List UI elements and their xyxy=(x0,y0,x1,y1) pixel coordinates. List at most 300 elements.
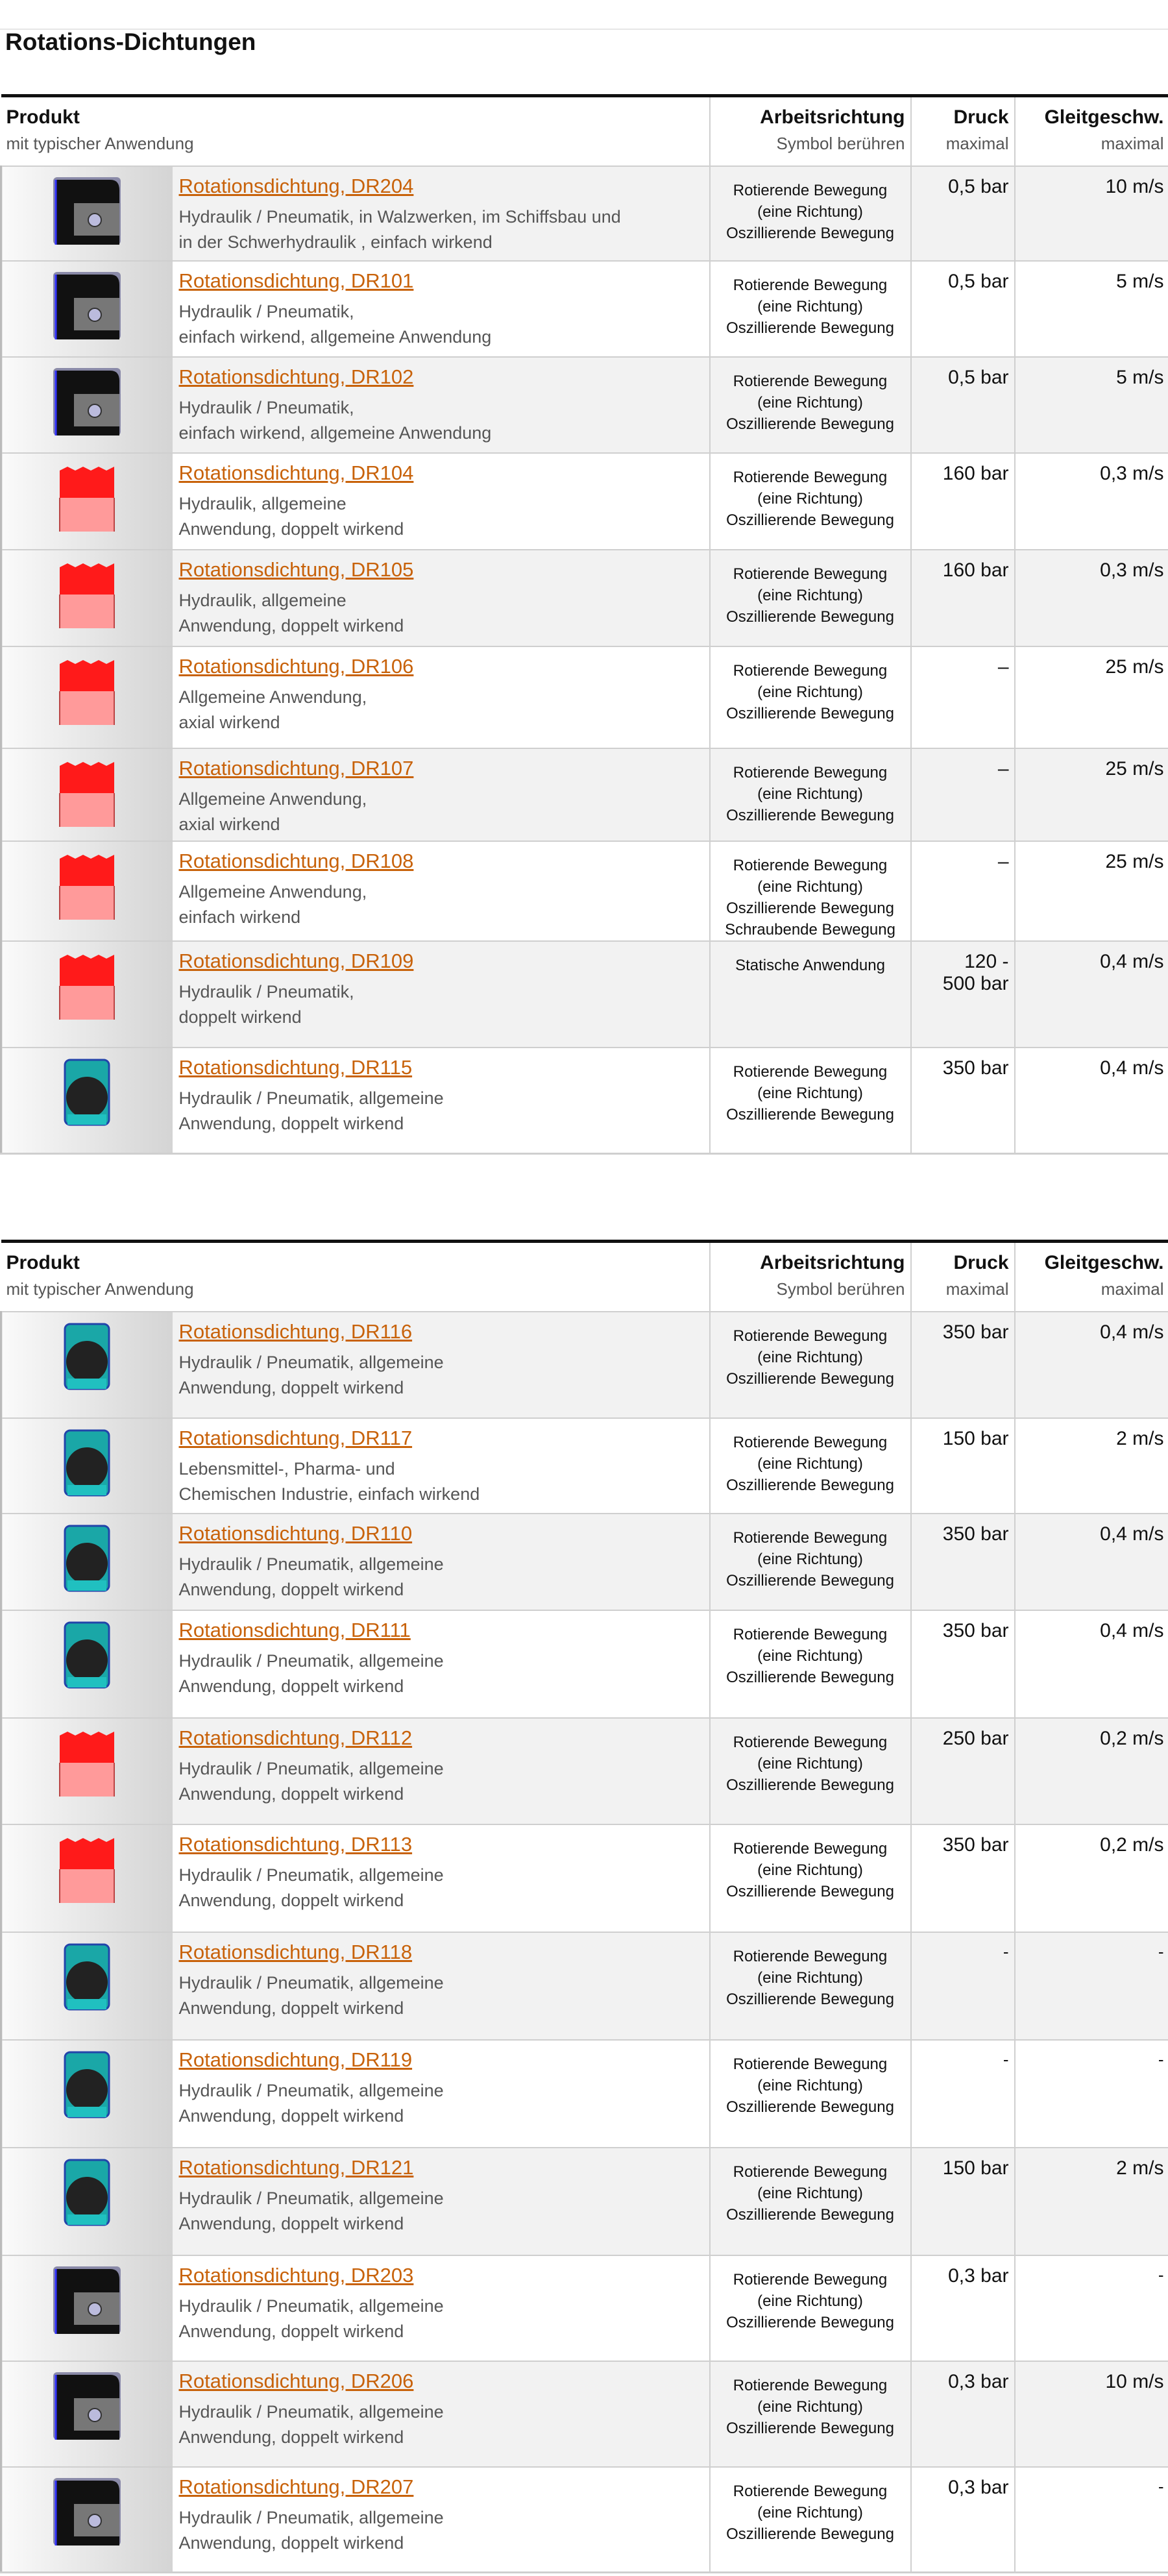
product-link[interactable]: Rotationsdichtung, DR109 xyxy=(178,949,414,972)
pressure-value-line2: 500 bar xyxy=(942,972,1009,994)
product-image[interactable] xyxy=(1,646,173,748)
table-row xyxy=(1,550,1168,646)
direction-line: (eine Richtung) xyxy=(757,2398,863,2416)
pressure-value: 160 bar xyxy=(942,462,1009,484)
pressure-value: 250 bar xyxy=(942,1727,1009,1749)
product-image[interactable] xyxy=(1,2255,173,2361)
pressure-cell xyxy=(911,1418,1015,1514)
pressure-value: 350 bar xyxy=(942,1619,1009,1641)
teal-seal-icon xyxy=(2,1423,173,1503)
product-description-line: axial wirkend xyxy=(178,712,280,732)
direction-cell[interactable] xyxy=(710,2040,911,2148)
speed-value: 0,4 m/s xyxy=(1100,950,1164,972)
product-link[interactable]: Rotationsdichtung, DR108 xyxy=(178,849,414,872)
direction-line: (eine Richtung) xyxy=(757,297,863,315)
pressure-value: - xyxy=(1003,1941,1009,1961)
pressure-value: 0,5 bar xyxy=(948,270,1009,292)
speed-value: 0,4 m/s xyxy=(1100,1523,1164,1545)
direction-line: Oszillierende Bewegung xyxy=(726,899,894,917)
speed-cell xyxy=(1015,1048,1168,1154)
direction-cell[interactable] xyxy=(710,1718,911,1824)
product-cell xyxy=(173,261,710,357)
direction-line: Oszillierende Bewegung xyxy=(726,2313,894,2331)
pressure-value: 150 bar xyxy=(942,2157,1009,2179)
product-image[interactable] xyxy=(1,1718,173,1824)
header-pressure: Druck maximal xyxy=(911,96,1015,166)
direction-line: Rotierende Bewegung xyxy=(733,1839,888,1858)
pressure-value: 350 bar xyxy=(942,1057,1009,1079)
direction-line: Rotierende Bewegung xyxy=(733,661,888,680)
direction-line: Rotierende Bewegung xyxy=(733,763,888,781)
product-description-line: Anwendung, doppelt wirkend xyxy=(178,1890,404,1910)
teal-seal-icon xyxy=(2,2152,173,2233)
red-seal-icon xyxy=(2,946,173,1026)
product-description-line: einfach wirkend xyxy=(178,907,301,927)
direction-line: Rotierende Bewegung xyxy=(733,276,888,294)
header-direction: Arbeitsrichtung Symbol berühren xyxy=(710,1242,911,1312)
red-seal-icon xyxy=(2,651,173,731)
product-image[interactable] xyxy=(1,166,173,261)
direction-line: Rotierende Bewegung xyxy=(733,1062,888,1081)
product-description-line: Anwendung, doppelt wirkend xyxy=(178,1579,404,1599)
direction-line: Rotierende Bewegung xyxy=(733,2163,888,2181)
product-description-line: Hydraulik / Pneumatik, xyxy=(178,397,354,417)
product-cell xyxy=(173,2361,710,2467)
direction-cell[interactable] xyxy=(710,1824,911,1932)
product-link[interactable]: Rotationsdichtung, DR104 xyxy=(178,461,414,484)
product-description-line: Lebensmittel-, Pharma- und xyxy=(178,1458,395,1478)
product-cell xyxy=(173,748,710,841)
direction-line: (eine Richtung) xyxy=(757,2292,863,2310)
product-cell xyxy=(173,357,710,453)
product-description-line: Hydraulik / Pneumatik, in Walzwerken, im Schiffsbau und xyxy=(178,206,621,227)
product-description-line: Hydraulik, allgemeine xyxy=(178,590,347,610)
speed-value: 0,4 m/s xyxy=(1100,1619,1164,1641)
product-description-line: Anwendung, doppelt wirkend xyxy=(178,2427,404,2447)
direction-cell[interactable] xyxy=(710,1312,911,1418)
pressure-cell xyxy=(911,646,1015,748)
speed-value: 25 m/s xyxy=(1105,850,1164,872)
product-image[interactable] xyxy=(1,1824,173,1932)
speed-value: - xyxy=(1158,2049,1164,2069)
direction-cell[interactable] xyxy=(710,1418,911,1514)
product-description-line: Anwendung, doppelt wirkend xyxy=(178,2105,404,2126)
direction-line: (eine Richtung) xyxy=(757,2503,863,2521)
product-image[interactable] xyxy=(1,941,173,1048)
table-row xyxy=(1,261,1168,357)
table-row xyxy=(1,1048,1168,1154)
speed-cell xyxy=(1015,2040,1168,2148)
product-cell xyxy=(173,1514,710,1610)
direction-line: Rotierende Bewegung xyxy=(733,1733,888,1751)
direction-line: Rotierende Bewegung xyxy=(733,1947,888,1965)
pressure-value: 350 bar xyxy=(942,1834,1009,1856)
direction-line: Oszillierende Bewegung xyxy=(726,319,894,337)
speed-cell xyxy=(1015,550,1168,646)
pressure-value: 150 bar xyxy=(942,1427,1009,1449)
product-description-line: Anwendung, doppelt wirkend xyxy=(178,2213,404,2233)
direction-cell[interactable] xyxy=(710,1514,911,1610)
speed-cell xyxy=(1015,1932,1168,2040)
speed-value: 0,2 m/s xyxy=(1100,1834,1164,1856)
pressure-value: 0,3 bar xyxy=(948,2476,1009,2498)
direction-line: Oszillierende Bewegung xyxy=(726,1476,894,1494)
speed-cell xyxy=(1015,1610,1168,1718)
product-cell xyxy=(173,941,710,1048)
product-description-line: Anwendung, doppelt wirkend xyxy=(178,519,404,539)
speed-value: 10 m/s xyxy=(1105,175,1164,197)
black-seal-icon xyxy=(2,2472,173,2552)
direction-line: Oszillierende Bewegung xyxy=(726,1776,894,1794)
direction-cell[interactable] xyxy=(710,166,911,261)
product-cell xyxy=(173,1418,710,1514)
product-description-line: Hydraulik / Pneumatik, xyxy=(178,981,354,1001)
speed-value: 5 m/s xyxy=(1116,270,1164,292)
pressure-cell xyxy=(911,2361,1015,2467)
direction-line: Oszillierende Bewegung xyxy=(726,511,894,529)
direction-line: (eine Richtung) xyxy=(757,1348,863,1366)
product-cell xyxy=(173,2040,710,2148)
product-cell xyxy=(173,1312,710,1418)
pressure-value: 0,3 bar xyxy=(948,2370,1009,2392)
product-image[interactable] xyxy=(1,1610,173,1718)
product-cell xyxy=(173,1824,710,1932)
product-cell xyxy=(173,453,710,550)
direction-line: (eine Richtung) xyxy=(757,202,863,221)
speed-value: 0,3 m/s xyxy=(1100,559,1164,581)
table-row xyxy=(1,941,1168,1048)
table-row xyxy=(1,1718,1168,1824)
product-image[interactable] xyxy=(1,748,173,841)
pressure-cell xyxy=(911,2040,1015,2148)
speed-value: 2 m/s xyxy=(1116,1427,1164,1449)
product-image[interactable] xyxy=(1,453,173,550)
speed-value: 25 m/s xyxy=(1105,656,1164,678)
direction-cell[interactable] xyxy=(710,646,911,748)
product-link[interactable]: Rotationsdichtung, DR203 xyxy=(178,2263,414,2287)
direction-line: (eine Richtung) xyxy=(757,489,863,508)
direction-line: (eine Richtung) xyxy=(757,877,863,896)
red-seal-icon xyxy=(2,753,173,833)
speed-cell xyxy=(1015,1824,1168,1932)
product-image[interactable] xyxy=(1,2361,173,2467)
product-link[interactable]: Rotationsdichtung, DR113 xyxy=(178,1832,413,1856)
speed-cell xyxy=(1015,841,1168,941)
direction-line: Rotierende Bewegung xyxy=(733,468,888,486)
seals-table-1 xyxy=(0,94,1168,1155)
speed-value: 10 m/s xyxy=(1105,2370,1164,2392)
direction-line: Oszillierende Bewegung xyxy=(726,224,894,242)
product-image[interactable] xyxy=(1,1048,173,1154)
table-row xyxy=(1,2148,1168,2255)
pressure-cell xyxy=(911,748,1015,841)
direction-line: Schraubende Bewegung xyxy=(725,920,895,938)
product-link[interactable]: Rotationsdichtung, DR121 xyxy=(178,2155,414,2179)
product-image[interactable] xyxy=(1,2040,173,2148)
direction-line: Rotierende Bewegung xyxy=(733,1433,888,1451)
product-image[interactable] xyxy=(1,1418,173,1514)
speed-value: 5 m/s xyxy=(1116,366,1164,388)
product-description-line: in der Schwerhydraulik , einfach wirkend xyxy=(178,232,493,252)
direction-line: Oszillierende Bewegung xyxy=(726,1369,894,1388)
product-cell xyxy=(173,2467,710,2573)
speed-value: 0,2 m/s xyxy=(1100,1727,1164,1749)
product-description-line: Anwendung, doppelt wirkend xyxy=(178,1998,404,2018)
direction-line: (eine Richtung) xyxy=(757,1754,863,1773)
pressure-cell xyxy=(911,2148,1015,2255)
product-link[interactable]: Rotationsdichtung, DR110 xyxy=(178,1521,413,1545)
black-seal-icon xyxy=(2,2366,173,2446)
speed-value: 25 m/s xyxy=(1105,757,1164,779)
table-row xyxy=(1,748,1168,841)
direction-line: Rotierende Bewegung xyxy=(733,565,888,583)
product-link[interactable]: Rotationsdichtung, DR101 xyxy=(178,269,414,292)
speed-cell xyxy=(1015,1718,1168,1824)
table-row xyxy=(1,1824,1168,1932)
pressure-value: – xyxy=(997,850,1009,872)
table-header xyxy=(1,1242,1168,1312)
direction-line: Oszillierende Bewegung xyxy=(726,2205,894,2224)
header-product: Produkt mit typischer Anwendung xyxy=(1,1242,710,1312)
speed-cell xyxy=(1015,2255,1168,2361)
direction-line: Rotierende Bewegung xyxy=(733,1625,888,1643)
product-cell xyxy=(173,1932,710,2040)
direction-line: Rotierende Bewegung xyxy=(733,2270,888,2288)
header-product: Produkt mit typischer Anwendung xyxy=(1,96,710,166)
table-row xyxy=(1,841,1168,941)
product-image[interactable] xyxy=(1,1312,173,1418)
header-pressure: Druck maximal xyxy=(911,1242,1015,1312)
product-link[interactable]: Rotationsdichtung, DR107 xyxy=(178,756,414,779)
table-row xyxy=(1,1932,1168,2040)
product-link[interactable]: Rotationsdichtung, DR206 xyxy=(178,2369,414,2392)
direction-line: Statische Anwendung xyxy=(735,956,885,974)
product-cell xyxy=(173,166,710,261)
direction-line: (eine Richtung) xyxy=(757,1550,863,1568)
table-row xyxy=(1,2467,1168,2573)
pressure-cell xyxy=(911,2255,1015,2361)
teal-seal-icon xyxy=(2,1052,173,1133)
page-title: Rotations-Dichtungen xyxy=(5,29,256,55)
product-link[interactable]: Rotationsdichtung, DR111 xyxy=(178,1618,411,1641)
product-link[interactable]: Rotationsdichtung, DR106 xyxy=(178,654,414,678)
product-description-line: axial wirkend xyxy=(178,814,280,834)
product-description-line: Hydraulik / Pneumatik, allgemeine xyxy=(178,1088,444,1108)
product-image[interactable] xyxy=(1,2467,173,2573)
product-link[interactable]: Rotationsdichtung, DR102 xyxy=(178,365,414,388)
product-description-line: Anwendung, doppelt wirkend xyxy=(178,2321,404,2341)
pressure-cell xyxy=(911,261,1015,357)
pressure-cell xyxy=(911,166,1015,261)
table-row xyxy=(1,166,1168,261)
pressure-cell xyxy=(911,1610,1015,1718)
table-row xyxy=(1,2040,1168,2148)
table-row xyxy=(1,357,1168,453)
product-link[interactable]: Rotationsdichtung, DR112 xyxy=(178,1726,413,1749)
product-description-line: Hydraulik / Pneumatik, allgemeine xyxy=(178,1554,444,1574)
direction-cell[interactable] xyxy=(710,841,911,941)
speed-value: - xyxy=(1158,2476,1164,2496)
product-description-line: Hydraulik, allgemeine xyxy=(178,493,347,513)
direction-line: Oszillierende Bewegung xyxy=(726,704,894,722)
direction-line: Oszillierende Bewegung xyxy=(726,1105,894,1123)
pressure-cell xyxy=(911,357,1015,453)
product-cell xyxy=(173,1610,710,1718)
product-link[interactable]: Rotationsdichtung, DR119 xyxy=(178,2048,413,2071)
product-link[interactable]: Rotationsdichtung, DR207 xyxy=(178,2475,414,2498)
direction-cell[interactable] xyxy=(710,2255,911,2361)
direction-line: Oszillierende Bewegung xyxy=(726,1990,894,2008)
direction-line: Rotierende Bewegung xyxy=(733,181,888,199)
pressure-cell xyxy=(911,453,1015,550)
product-description-line: Anwendung, doppelt wirkend xyxy=(178,1377,404,1397)
pressure-value: - xyxy=(1003,2049,1009,2069)
product-cell xyxy=(173,1718,710,1824)
direction-line: Rotierende Bewegung xyxy=(733,2482,888,2500)
black-seal-icon xyxy=(2,265,173,346)
pressure-cell xyxy=(911,550,1015,646)
pressure-cell xyxy=(911,1048,1015,1154)
direction-cell[interactable] xyxy=(710,261,911,357)
speed-cell xyxy=(1015,166,1168,261)
pressure-value: 0,5 bar xyxy=(948,366,1009,388)
direction-line: Oszillierende Bewegung xyxy=(726,415,894,433)
product-image[interactable] xyxy=(1,261,173,357)
pressure-cell xyxy=(911,941,1015,1048)
direction-line: (eine Richtung) xyxy=(757,2184,863,2202)
direction-line: (eine Richtung) xyxy=(757,1861,863,1879)
red-seal-icon xyxy=(2,554,173,635)
table-header xyxy=(1,96,1168,166)
table-row xyxy=(1,1418,1168,1514)
product-description-line: Anwendung, doppelt wirkend xyxy=(178,615,404,635)
speed-value: - xyxy=(1158,2264,1164,2285)
product-image[interactable] xyxy=(1,841,173,941)
direction-cell[interactable] xyxy=(710,2148,911,2255)
red-seal-icon xyxy=(2,458,173,538)
direction-line: (eine Richtung) xyxy=(757,1647,863,1665)
direction-cell[interactable] xyxy=(710,1610,911,1718)
product-description-line: Hydraulik / Pneumatik, xyxy=(178,301,354,321)
direction-cell[interactable] xyxy=(710,748,911,841)
table-row xyxy=(1,1610,1168,1718)
direction-cell[interactable] xyxy=(710,453,911,550)
product-image[interactable] xyxy=(1,1514,173,1610)
product-link[interactable]: Rotationsdichtung, DR105 xyxy=(178,558,414,581)
product-cell xyxy=(173,841,710,941)
speed-cell xyxy=(1015,2467,1168,2573)
table-row xyxy=(1,1312,1168,1418)
direction-line: (eine Richtung) xyxy=(757,1969,863,1987)
speed-cell xyxy=(1015,2148,1168,2255)
product-description-line: Hydraulik / Pneumatik, allgemeine xyxy=(178,1650,444,1671)
product-description-line: doppelt wirkend xyxy=(178,1007,302,1027)
product-link[interactable]: Rotationsdichtung, DR116 xyxy=(178,1319,413,1343)
red-seal-icon xyxy=(2,1829,173,1909)
direction-line: Oszillierende Bewegung xyxy=(726,2419,894,2437)
direction-line: Rotierende Bewegung xyxy=(733,856,888,874)
direction-cell[interactable] xyxy=(710,357,911,453)
product-image[interactable] xyxy=(1,1932,173,2040)
pressure-cell xyxy=(911,1824,1015,1932)
pressure-value: 0,3 bar xyxy=(948,2264,1009,2287)
pressure-cell xyxy=(911,1514,1015,1610)
table-row xyxy=(1,2255,1168,2361)
product-link[interactable]: Rotationsdichtung, DR117 xyxy=(178,1426,413,1449)
header-speed: Gleitgeschw. maximal xyxy=(1015,96,1168,166)
direction-line: Oszillierende Bewegung xyxy=(726,1571,894,1589)
product-description-line: Hydraulik / Pneumatik, allgemeine xyxy=(178,1758,444,1778)
direction-cell[interactable] xyxy=(710,2361,911,2467)
product-cell xyxy=(173,2255,710,2361)
product-link[interactable]: Rotationsdichtung, DR204 xyxy=(178,174,414,197)
product-image[interactable] xyxy=(1,550,173,646)
speed-cell xyxy=(1015,2361,1168,2467)
product-description-line: einfach wirkend, allgemeine Anwendung xyxy=(178,423,492,443)
product-description-line: Allgemeine Anwendung, xyxy=(178,881,367,902)
teal-seal-icon xyxy=(2,1937,173,2017)
pressure-value: 120 - xyxy=(964,950,1009,972)
header-direction: Arbeitsrichtung Symbol berühren xyxy=(710,96,911,166)
product-image[interactable] xyxy=(1,2148,173,2255)
direction-line: (eine Richtung) xyxy=(757,586,863,604)
direction-cell[interactable] xyxy=(710,941,911,1048)
pressure-cell xyxy=(911,1718,1015,1824)
direction-cell[interactable] xyxy=(710,550,911,646)
product-description-line: Hydraulik / Pneumatik, allgemeine xyxy=(178,2080,444,2100)
pressure-cell xyxy=(911,2467,1015,2573)
product-link[interactable]: Rotationsdichtung, DR115 xyxy=(178,1055,413,1079)
table-row xyxy=(1,453,1168,550)
product-image[interactable] xyxy=(1,357,173,453)
product-description-line: Chemischen Industrie, einfach wirkend xyxy=(178,1484,480,1504)
direction-line: Oszillierende Bewegung xyxy=(726,806,894,824)
direction-line: Oszillierende Bewegung xyxy=(726,2525,894,2543)
seals-table-2 xyxy=(0,1240,1168,2573)
product-description-line: Anwendung, doppelt wirkend xyxy=(178,1784,404,1804)
teal-seal-icon xyxy=(2,1518,173,1599)
product-description-line: Hydraulik / Pneumatik, allgemeine xyxy=(178,2188,444,2208)
direction-line: Rotierende Bewegung xyxy=(733,1528,888,1547)
direction-line: Oszillierende Bewegung xyxy=(726,1668,894,1686)
product-description-line: Anwendung, doppelt wirkend xyxy=(178,1113,404,1133)
direction-line: Rotierende Bewegung xyxy=(733,2055,888,2073)
product-link[interactable]: Rotationsdichtung, DR118 xyxy=(178,1940,413,1963)
product-description-line: Anwendung, doppelt wirkend xyxy=(178,2533,404,2553)
pressure-value: 350 bar xyxy=(942,1523,1009,1545)
speed-value: - xyxy=(1158,1941,1164,1961)
direction-line: (eine Richtung) xyxy=(757,393,863,411)
direction-cell[interactable] xyxy=(710,1932,911,2040)
pressure-value: – xyxy=(997,656,1009,678)
pressure-cell xyxy=(911,841,1015,941)
direction-cell[interactable] xyxy=(710,2467,911,2573)
red-seal-icon xyxy=(2,1723,173,1803)
direction-cell[interactable] xyxy=(710,1048,911,1154)
pressure-cell xyxy=(911,1312,1015,1418)
direction-line: (eine Richtung) xyxy=(757,2076,863,2094)
speed-value: 0,4 m/s xyxy=(1100,1057,1164,1079)
table-row xyxy=(1,2361,1168,2467)
product-description-line: Hydraulik / Pneumatik, allgemeine xyxy=(178,2296,444,2316)
direction-line: (eine Richtung) xyxy=(757,1454,863,1473)
speed-cell xyxy=(1015,1418,1168,1514)
pressure-value: – xyxy=(997,757,1009,779)
speed-value: 0,3 m/s xyxy=(1100,462,1164,484)
speed-cell xyxy=(1015,1312,1168,1418)
black-seal-icon xyxy=(2,2260,173,2340)
product-description-line: Allgemeine Anwendung, xyxy=(178,687,367,707)
